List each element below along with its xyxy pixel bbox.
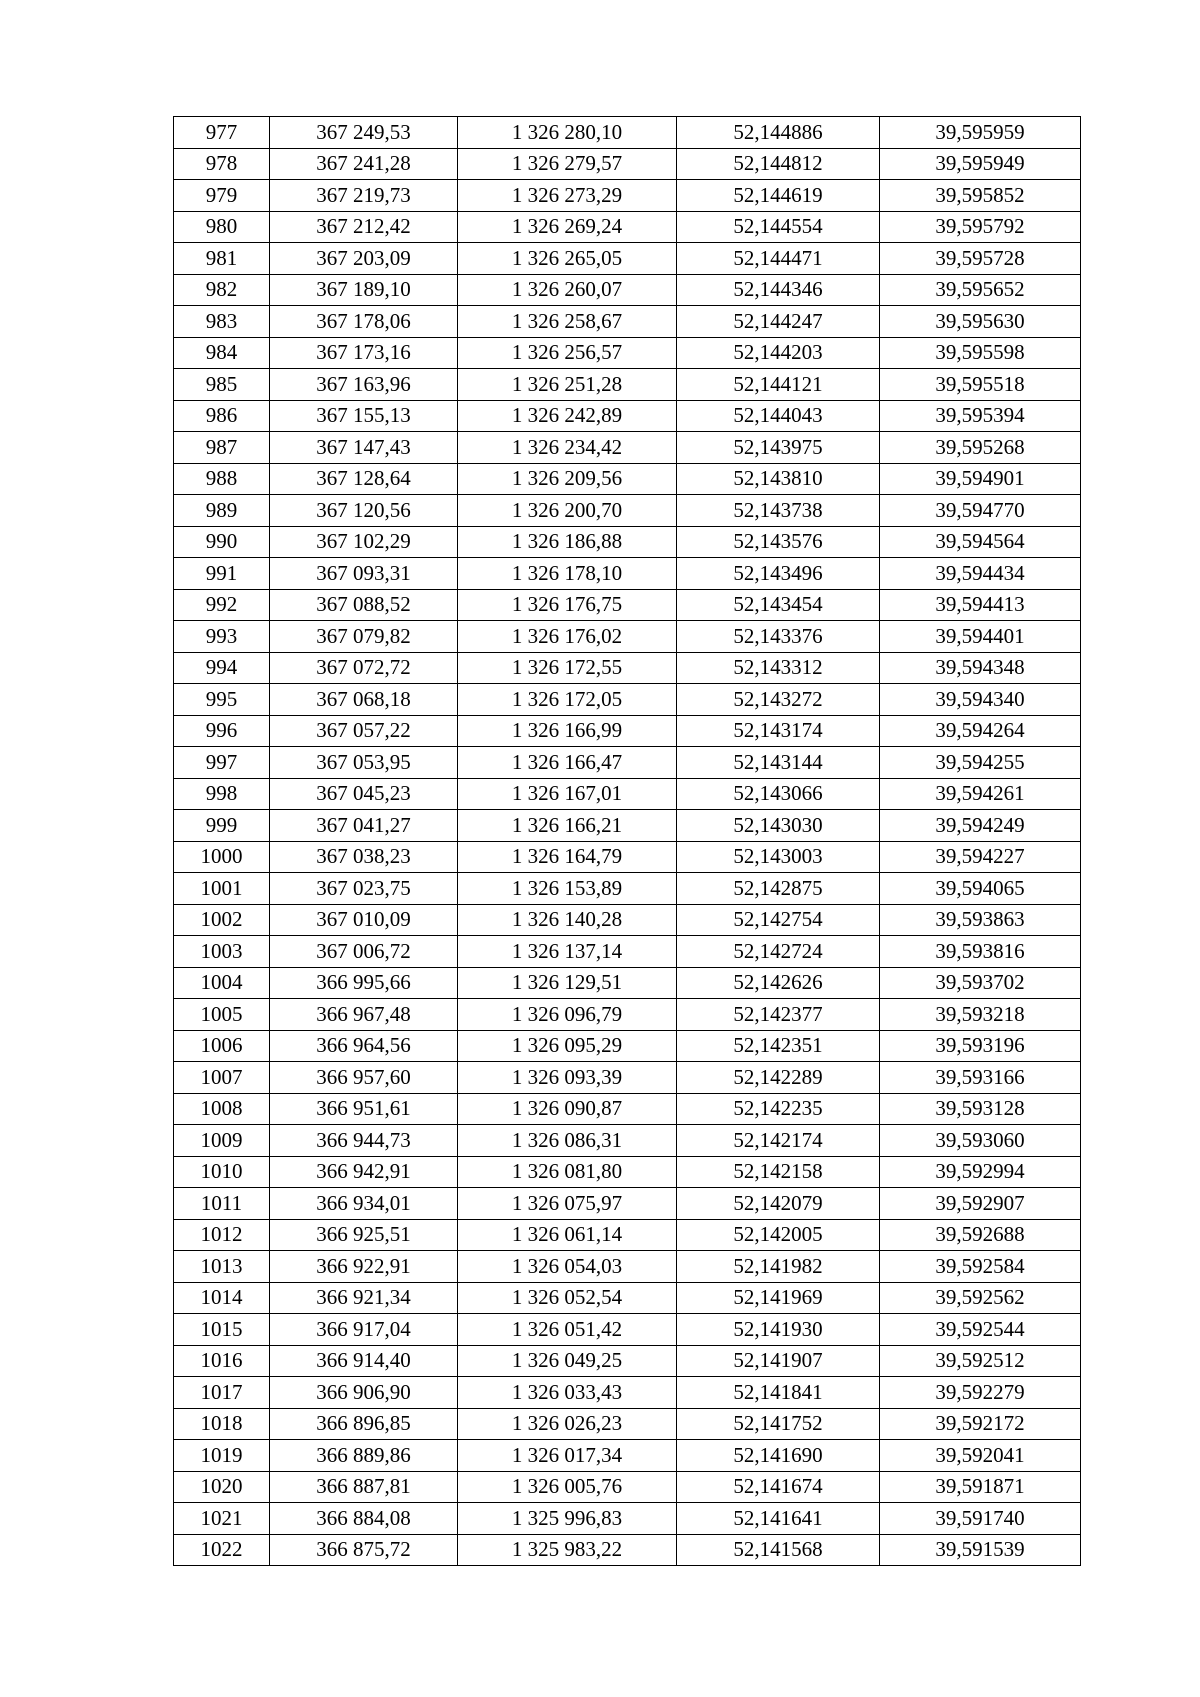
x-coordinate-cell: 367 038,23 — [270, 841, 458, 873]
table-row — [174, 432, 1081, 464]
y-coordinate-cell: 1 326 005,76 — [458, 1471, 677, 1503]
table-row — [174, 1440, 1081, 1472]
x-coordinate-cell: 367 178,06 — [270, 306, 458, 338]
coordinates-table-body — [174, 117, 1081, 1566]
table-row — [174, 684, 1081, 716]
latitude-cell: 52,142875 — [677, 873, 880, 905]
longitude-cell: 39,595518 — [880, 369, 1081, 401]
x-coordinate-cell: 367 120,56 — [270, 495, 458, 527]
table-row — [174, 495, 1081, 527]
point-number-cell: 1017 — [174, 1377, 270, 1409]
table-row — [174, 1062, 1081, 1094]
y-coordinate-cell: 1 326 061,14 — [458, 1219, 677, 1251]
x-coordinate-cell: 367 010,09 — [270, 904, 458, 936]
y-coordinate-cell: 1 326 166,47 — [458, 747, 677, 779]
point-number-cell: 1003 — [174, 936, 270, 968]
table-row — [174, 810, 1081, 842]
y-coordinate-cell: 1 326 153,89 — [458, 873, 677, 905]
x-coordinate-cell: 366 967,48 — [270, 999, 458, 1031]
point-number-cell: 986 — [174, 400, 270, 432]
x-coordinate-cell: 367 147,43 — [270, 432, 458, 464]
y-coordinate-cell: 1 326 256,57 — [458, 337, 677, 369]
table-row — [174, 526, 1081, 558]
x-coordinate-cell: 366 964,56 — [270, 1030, 458, 1062]
longitude-cell: 39,592562 — [880, 1282, 1081, 1314]
x-coordinate-cell: 366 922,91 — [270, 1251, 458, 1283]
point-number-cell: 977 — [174, 117, 270, 149]
y-coordinate-cell: 1 326 178,10 — [458, 558, 677, 590]
table-row — [174, 873, 1081, 905]
x-coordinate-cell: 367 128,64 — [270, 463, 458, 495]
latitude-cell: 52,141982 — [677, 1251, 880, 1283]
y-coordinate-cell: 1 326 172,05 — [458, 684, 677, 716]
y-coordinate-cell: 1 326 260,07 — [458, 274, 677, 306]
x-coordinate-cell: 367 212,42 — [270, 211, 458, 243]
point-number-cell: 992 — [174, 589, 270, 621]
x-coordinate-cell: 367 219,73 — [270, 180, 458, 212]
y-coordinate-cell: 1 326 167,01 — [458, 778, 677, 810]
point-number-cell: 990 — [174, 526, 270, 558]
x-coordinate-cell: 367 053,95 — [270, 747, 458, 779]
latitude-cell: 52,144554 — [677, 211, 880, 243]
x-coordinate-cell: 366 925,51 — [270, 1219, 458, 1251]
latitude-cell: 52,143975 — [677, 432, 880, 464]
latitude-cell: 52,141690 — [677, 1440, 880, 1472]
latitude-cell: 52,142079 — [677, 1188, 880, 1220]
latitude-cell: 52,143496 — [677, 558, 880, 590]
latitude-cell: 52,142351 — [677, 1030, 880, 1062]
longitude-cell: 39,593060 — [880, 1125, 1081, 1157]
longitude-cell: 39,594401 — [880, 621, 1081, 653]
y-coordinate-cell: 1 326 186,88 — [458, 526, 677, 558]
x-coordinate-cell: 366 957,60 — [270, 1062, 458, 1094]
longitude-cell: 39,595852 — [880, 180, 1081, 212]
x-coordinate-cell: 366 887,81 — [270, 1471, 458, 1503]
x-coordinate-cell: 367 045,23 — [270, 778, 458, 810]
point-number-cell: 980 — [174, 211, 270, 243]
longitude-cell: 39,592688 — [880, 1219, 1081, 1251]
y-coordinate-cell: 1 326 279,57 — [458, 148, 677, 180]
point-number-cell: 1009 — [174, 1125, 270, 1157]
longitude-cell: 39,592279 — [880, 1377, 1081, 1409]
table-row — [174, 999, 1081, 1031]
point-number-cell: 991 — [174, 558, 270, 590]
table-row — [174, 117, 1081, 149]
longitude-cell: 39,591740 — [880, 1503, 1081, 1535]
y-coordinate-cell: 1 326 137,14 — [458, 936, 677, 968]
x-coordinate-cell: 367 155,13 — [270, 400, 458, 432]
longitude-cell: 39,594434 — [880, 558, 1081, 590]
x-coordinate-cell: 367 023,75 — [270, 873, 458, 905]
table-row — [174, 904, 1081, 936]
latitude-cell: 52,141907 — [677, 1345, 880, 1377]
point-number-cell: 1019 — [174, 1440, 270, 1472]
point-number-cell: 1012 — [174, 1219, 270, 1251]
x-coordinate-cell: 367 093,31 — [270, 558, 458, 590]
latitude-cell: 52,142724 — [677, 936, 880, 968]
point-number-cell: 981 — [174, 243, 270, 275]
longitude-cell: 39,594261 — [880, 778, 1081, 810]
longitude-cell: 39,595949 — [880, 148, 1081, 180]
latitude-cell: 52,142626 — [677, 967, 880, 999]
y-coordinate-cell: 1 326 176,02 — [458, 621, 677, 653]
x-coordinate-cell: 367 163,96 — [270, 369, 458, 401]
table-row — [174, 558, 1081, 590]
table-row — [174, 1314, 1081, 1346]
latitude-cell: 52,144043 — [677, 400, 880, 432]
latitude-cell: 52,143576 — [677, 526, 880, 558]
x-coordinate-cell: 367 057,22 — [270, 715, 458, 747]
point-number-cell: 1007 — [174, 1062, 270, 1094]
y-coordinate-cell: 1 326 081,80 — [458, 1156, 677, 1188]
table-row — [174, 1156, 1081, 1188]
longitude-cell: 39,594264 — [880, 715, 1081, 747]
table-row — [174, 715, 1081, 747]
table-row — [174, 652, 1081, 684]
latitude-cell: 52,144812 — [677, 148, 880, 180]
latitude-cell: 52,144203 — [677, 337, 880, 369]
table-row — [174, 589, 1081, 621]
y-coordinate-cell: 1 326 258,67 — [458, 306, 677, 338]
table-row — [174, 463, 1081, 495]
y-coordinate-cell: 1 326 090,87 — [458, 1093, 677, 1125]
x-coordinate-cell: 366 951,61 — [270, 1093, 458, 1125]
table-row — [174, 1377, 1081, 1409]
latitude-cell: 52,142158 — [677, 1156, 880, 1188]
table-row — [174, 1471, 1081, 1503]
x-coordinate-cell: 366 934,01 — [270, 1188, 458, 1220]
y-coordinate-cell: 1 326 280,10 — [458, 117, 677, 149]
y-coordinate-cell: 1 326 172,55 — [458, 652, 677, 684]
table-row — [174, 243, 1081, 275]
point-number-cell: 1001 — [174, 873, 270, 905]
longitude-cell: 39,592041 — [880, 1440, 1081, 1472]
x-coordinate-cell: 366 884,08 — [270, 1503, 458, 1535]
latitude-cell: 52,143312 — [677, 652, 880, 684]
y-coordinate-cell: 1 326 051,42 — [458, 1314, 677, 1346]
table-row — [174, 967, 1081, 999]
point-number-cell: 1011 — [174, 1188, 270, 1220]
point-number-cell: 982 — [174, 274, 270, 306]
table-row — [174, 1408, 1081, 1440]
latitude-cell: 52,142377 — [677, 999, 880, 1031]
y-coordinate-cell: 1 326 251,28 — [458, 369, 677, 401]
longitude-cell: 39,592907 — [880, 1188, 1081, 1220]
latitude-cell: 52,144121 — [677, 369, 880, 401]
latitude-cell: 52,142754 — [677, 904, 880, 936]
y-coordinate-cell: 1 326 265,05 — [458, 243, 677, 275]
point-number-cell: 1021 — [174, 1503, 270, 1535]
x-coordinate-cell: 366 995,66 — [270, 967, 458, 999]
x-coordinate-cell: 366 914,40 — [270, 1345, 458, 1377]
longitude-cell: 39,592172 — [880, 1408, 1081, 1440]
y-coordinate-cell: 1 326 093,39 — [458, 1062, 677, 1094]
point-number-cell: 1013 — [174, 1251, 270, 1283]
point-number-cell: 989 — [174, 495, 270, 527]
latitude-cell: 52,141752 — [677, 1408, 880, 1440]
latitude-cell: 52,144247 — [677, 306, 880, 338]
longitude-cell: 39,594340 — [880, 684, 1081, 716]
point-number-cell: 985 — [174, 369, 270, 401]
table-row — [174, 1030, 1081, 1062]
latitude-cell: 52,144471 — [677, 243, 880, 275]
x-coordinate-cell: 367 068,18 — [270, 684, 458, 716]
longitude-cell: 39,594348 — [880, 652, 1081, 684]
y-coordinate-cell: 1 326 166,99 — [458, 715, 677, 747]
x-coordinate-cell: 367 173,16 — [270, 337, 458, 369]
longitude-cell: 39,591539 — [880, 1534, 1081, 1566]
longitude-cell: 39,595652 — [880, 274, 1081, 306]
point-number-cell: 984 — [174, 337, 270, 369]
point-number-cell: 1006 — [174, 1030, 270, 1062]
latitude-cell: 52,142174 — [677, 1125, 880, 1157]
table-row — [174, 337, 1081, 369]
point-number-cell: 1014 — [174, 1282, 270, 1314]
longitude-cell: 39,595728 — [880, 243, 1081, 275]
x-coordinate-cell: 366 944,73 — [270, 1125, 458, 1157]
longitude-cell: 39,594255 — [880, 747, 1081, 779]
latitude-cell: 52,143066 — [677, 778, 880, 810]
latitude-cell: 52,144346 — [677, 274, 880, 306]
latitude-cell: 52,143454 — [677, 589, 880, 621]
point-number-cell: 998 — [174, 778, 270, 810]
table-row — [174, 936, 1081, 968]
x-coordinate-cell: 367 072,72 — [270, 652, 458, 684]
table-row — [174, 1282, 1081, 1314]
table-row — [174, 841, 1081, 873]
longitude-cell: 39,595394 — [880, 400, 1081, 432]
table-row — [174, 274, 1081, 306]
longitude-cell: 39,595959 — [880, 117, 1081, 149]
longitude-cell: 39,595792 — [880, 211, 1081, 243]
longitude-cell: 39,594901 — [880, 463, 1081, 495]
point-number-cell: 1016 — [174, 1345, 270, 1377]
y-coordinate-cell: 1 326 086,31 — [458, 1125, 677, 1157]
x-coordinate-cell: 366 875,72 — [270, 1534, 458, 1566]
latitude-cell: 52,143272 — [677, 684, 880, 716]
table-row — [174, 1534, 1081, 1566]
table-row — [174, 1219, 1081, 1251]
point-number-cell: 979 — [174, 180, 270, 212]
table-row — [174, 1125, 1081, 1157]
longitude-cell: 39,595630 — [880, 306, 1081, 338]
longitude-cell: 39,594065 — [880, 873, 1081, 905]
longitude-cell: 39,594413 — [880, 589, 1081, 621]
y-coordinate-cell: 1 326 234,42 — [458, 432, 677, 464]
table-row — [174, 211, 1081, 243]
x-coordinate-cell: 366 906,90 — [270, 1377, 458, 1409]
point-number-cell: 1002 — [174, 904, 270, 936]
y-coordinate-cell: 1 326 096,79 — [458, 999, 677, 1031]
y-coordinate-cell: 1 326 075,97 — [458, 1188, 677, 1220]
latitude-cell: 52,143376 — [677, 621, 880, 653]
y-coordinate-cell: 1 326 054,03 — [458, 1251, 677, 1283]
y-coordinate-cell: 1 326 166,21 — [458, 810, 677, 842]
table-row — [174, 1188, 1081, 1220]
point-number-cell: 983 — [174, 306, 270, 338]
table-row — [174, 306, 1081, 338]
x-coordinate-cell: 367 249,53 — [270, 117, 458, 149]
point-number-cell: 999 — [174, 810, 270, 842]
longitude-cell: 39,592544 — [880, 1314, 1081, 1346]
y-coordinate-cell: 1 326 209,56 — [458, 463, 677, 495]
table-row — [174, 1503, 1081, 1535]
y-coordinate-cell: 1 326 273,29 — [458, 180, 677, 212]
longitude-cell: 39,594249 — [880, 810, 1081, 842]
longitude-cell: 39,592994 — [880, 1156, 1081, 1188]
x-coordinate-cell: 367 088,52 — [270, 589, 458, 621]
point-number-cell: 1000 — [174, 841, 270, 873]
y-coordinate-cell: 1 326 200,70 — [458, 495, 677, 527]
latitude-cell: 52,141674 — [677, 1471, 880, 1503]
latitude-cell: 52,141930 — [677, 1314, 880, 1346]
latitude-cell: 52,143738 — [677, 495, 880, 527]
longitude-cell: 39,592512 — [880, 1345, 1081, 1377]
latitude-cell: 52,143810 — [677, 463, 880, 495]
y-coordinate-cell: 1 325 983,22 — [458, 1534, 677, 1566]
longitude-cell: 39,595598 — [880, 337, 1081, 369]
longitude-cell: 39,591871 — [880, 1471, 1081, 1503]
latitude-cell: 52,143174 — [677, 715, 880, 747]
y-coordinate-cell: 1 326 049,25 — [458, 1345, 677, 1377]
longitude-cell: 39,593196 — [880, 1030, 1081, 1062]
point-number-cell: 993 — [174, 621, 270, 653]
point-number-cell: 988 — [174, 463, 270, 495]
point-number-cell: 987 — [174, 432, 270, 464]
table-row — [174, 747, 1081, 779]
point-number-cell: 1020 — [174, 1471, 270, 1503]
point-number-cell: 1008 — [174, 1093, 270, 1125]
longitude-cell: 39,593128 — [880, 1093, 1081, 1125]
point-number-cell: 1018 — [174, 1408, 270, 1440]
point-number-cell: 994 — [174, 652, 270, 684]
table-row — [174, 180, 1081, 212]
longitude-cell: 39,593702 — [880, 967, 1081, 999]
point-number-cell: 1015 — [174, 1314, 270, 1346]
y-coordinate-cell: 1 326 140,28 — [458, 904, 677, 936]
longitude-cell: 39,594564 — [880, 526, 1081, 558]
table-row — [174, 1093, 1081, 1125]
latitude-cell: 52,144886 — [677, 117, 880, 149]
point-number-cell: 1022 — [174, 1534, 270, 1566]
x-coordinate-cell: 366 917,04 — [270, 1314, 458, 1346]
y-coordinate-cell: 1 325 996,83 — [458, 1503, 677, 1535]
point-number-cell: 1004 — [174, 967, 270, 999]
y-coordinate-cell: 1 326 017,34 — [458, 1440, 677, 1472]
point-number-cell: 997 — [174, 747, 270, 779]
latitude-cell: 52,143003 — [677, 841, 880, 873]
longitude-cell: 39,593863 — [880, 904, 1081, 936]
table-row — [174, 148, 1081, 180]
y-coordinate-cell: 1 326 269,24 — [458, 211, 677, 243]
x-coordinate-cell: 366 889,86 — [270, 1440, 458, 1472]
latitude-cell: 52,142235 — [677, 1093, 880, 1125]
table-row — [174, 369, 1081, 401]
latitude-cell: 52,142289 — [677, 1062, 880, 1094]
y-coordinate-cell: 1 326 176,75 — [458, 589, 677, 621]
x-coordinate-cell: 367 041,27 — [270, 810, 458, 842]
latitude-cell: 52,141641 — [677, 1503, 880, 1535]
y-coordinate-cell: 1 326 033,43 — [458, 1377, 677, 1409]
x-coordinate-cell: 366 896,85 — [270, 1408, 458, 1440]
latitude-cell: 52,142005 — [677, 1219, 880, 1251]
table-row — [174, 1251, 1081, 1283]
longitude-cell: 39,595268 — [880, 432, 1081, 464]
x-coordinate-cell: 367 006,72 — [270, 936, 458, 968]
point-number-cell: 996 — [174, 715, 270, 747]
y-coordinate-cell: 1 326 164,79 — [458, 841, 677, 873]
y-coordinate-cell: 1 326 026,23 — [458, 1408, 677, 1440]
table-row — [174, 400, 1081, 432]
point-number-cell: 1010 — [174, 1156, 270, 1188]
x-coordinate-cell: 366 921,34 — [270, 1282, 458, 1314]
point-number-cell: 1005 — [174, 999, 270, 1031]
y-coordinate-cell: 1 326 129,51 — [458, 967, 677, 999]
y-coordinate-cell: 1 326 052,54 — [458, 1282, 677, 1314]
latitude-cell: 52,143030 — [677, 810, 880, 842]
x-coordinate-cell: 367 189,10 — [270, 274, 458, 306]
longitude-cell: 39,593218 — [880, 999, 1081, 1031]
latitude-cell: 52,141841 — [677, 1377, 880, 1409]
longitude-cell: 39,593816 — [880, 936, 1081, 968]
longitude-cell: 39,592584 — [880, 1251, 1081, 1283]
latitude-cell: 52,141969 — [677, 1282, 880, 1314]
coordinates-table — [173, 116, 1081, 1566]
latitude-cell: 52,141568 — [677, 1534, 880, 1566]
longitude-cell: 39,594227 — [880, 841, 1081, 873]
table-row — [174, 778, 1081, 810]
y-coordinate-cell: 1 326 095,29 — [458, 1030, 677, 1062]
table-row — [174, 621, 1081, 653]
table-row — [174, 1345, 1081, 1377]
x-coordinate-cell: 367 241,28 — [270, 148, 458, 180]
x-coordinate-cell: 366 942,91 — [270, 1156, 458, 1188]
longitude-cell: 39,593166 — [880, 1062, 1081, 1094]
longitude-cell: 39,594770 — [880, 495, 1081, 527]
point-number-cell: 995 — [174, 684, 270, 716]
x-coordinate-cell: 367 102,29 — [270, 526, 458, 558]
x-coordinate-cell: 367 079,82 — [270, 621, 458, 653]
latitude-cell: 52,144619 — [677, 180, 880, 212]
y-coordinate-cell: 1 326 242,89 — [458, 400, 677, 432]
point-number-cell: 978 — [174, 148, 270, 180]
latitude-cell: 52,143144 — [677, 747, 880, 779]
x-coordinate-cell: 367 203,09 — [270, 243, 458, 275]
